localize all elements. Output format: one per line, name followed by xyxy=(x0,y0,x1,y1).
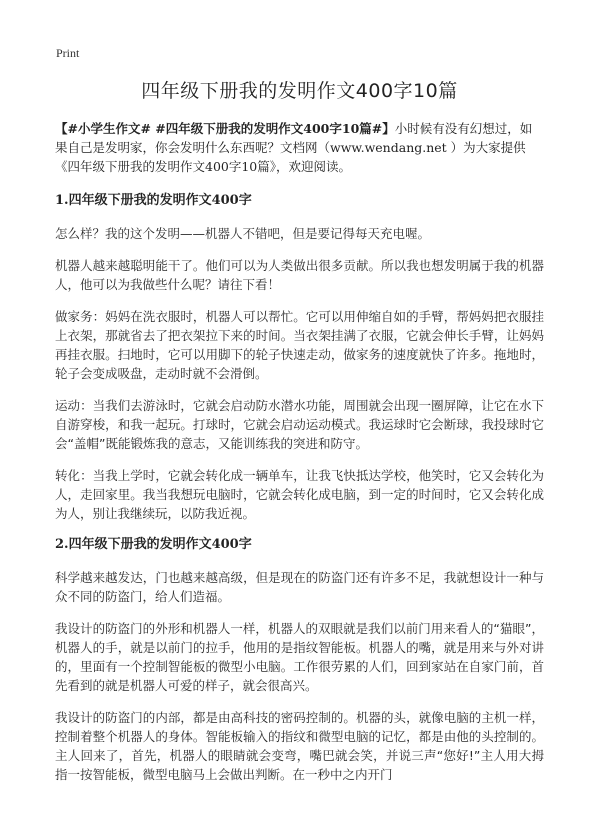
section-1-paragraph: 做家务：妈妈在洗衣服时，机器人可以帮忙。它可以用伸缩自如的手臂，帮妈妈把衣服挂上衣架，那就省去了把衣架拉下来的时间。当衣架挂满了衣服，它就会伸长手臂，让妈妈再挂衣服。扫地时，它可以用脚下的轮子快速走动，做家务的速度就快了许多。拖地时，轮子会变成吸盘，走动时就不会滑倒。 xyxy=(55,309,544,381)
section-1-paragraph: 机器人越来越聪明能干了。他们可以为人类做出很多贡献。所以我也想发明属于我的机器人，他可以为我做些什么呢？请往下看！ xyxy=(55,258,544,292)
section-1-paragraph: 怎么样？我的这个发明——机器人不错吧，但是要记得每天充电喔。 xyxy=(55,226,431,241)
intro-paragraph xyxy=(55,119,544,176)
print-label[interactable]: Print xyxy=(56,46,80,60)
intro-text: 小时候有没有幻想过，如果自己是发明家，你会发明什么东西呢？文档网（www.wendang.net ）为大家提供《四年级下册我的发明作文400字10篇》，欢迎阅读。 xyxy=(55,121,533,174)
section-2-paragraph: 我设计的防盗门的内部，都是由高科技的密码控制的。机器的头，就像电脑的主机一样，控制着整个机器人的身体。智能板输入的指纹和微型电脑的记忆，都是由他的头控制的。主人回来了，首先，机器人的眼睛就会变弯，嘴巴就会笑，并说三声“您好!”主人用大拇指一按智能板，微型电脑马上会做出判断。在一秒中之内开门 xyxy=(55,710,544,782)
document-title: 四年级下册我的发明作文400字10篇 xyxy=(141,80,458,102)
section-1-heading: 1.四年级下册我的发明作文400字 xyxy=(55,193,252,208)
section-2-heading: 2.四年级下册我的发明作文400字 xyxy=(55,537,252,552)
section-1-paragraph: 运动：当我们去游泳时，它就会启动防水潜水功能，周围就会出现一圈屏障，让它在水下自游穿梭，和我一起玩。打球时，它就会启动运动模式。我运球时它会断球，我投球时它会“盖帽”既能锻炼我的意志，又能训练我的突进和防守。 xyxy=(55,398,544,451)
section-1-paragraph: 转化：当我上学时，它就会转化成一辆单车，让我飞快抵达学校，他笑时，它又会转化为人，走回家里。我当我想玩电脑时，它就会转化成电脑，到一定的时间时，它又会转化成为人，别让我继续玩，以防我近视。 xyxy=(55,468,544,521)
section-2-paragraph: 科学越来越发达，门也越来越高级，但是现在的防盗门还有许多不足，我就想设计一种与众不同的防盗门，给人们造福。 xyxy=(55,570,544,604)
intro-tags: 【#小学生作文# #四年级下册我的发明作文400字10篇#】 xyxy=(55,121,395,136)
section-2-paragraph: 我设计的防盗门的外形和机器人一样，机器人的双眼就是我们以前门用来看人的“猫眼”，机器人的手，就是以前门的拉手，他用的是指纹智能板。机器人的嘴，就是用来与外对讲的，里面有一个控制智能板的微型小电脑。工作很劳累的人们，回到家站在自家门前，首先看到的就是机器人可爱的样子，就会很高兴。 xyxy=(55,621,544,693)
